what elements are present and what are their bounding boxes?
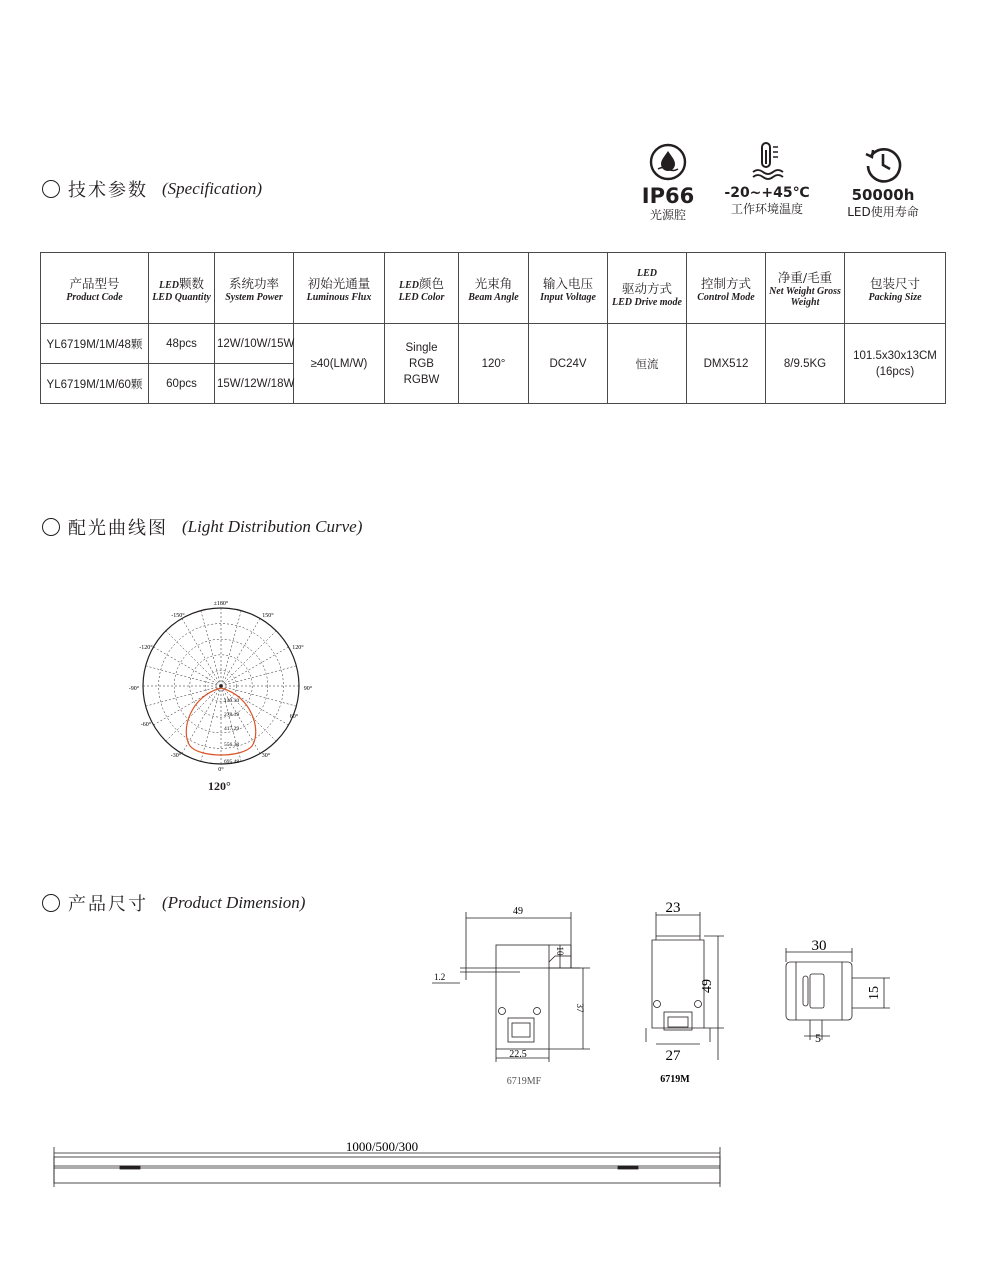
cell-led-color: Single RGB RGBW	[385, 324, 459, 404]
dim-mf-bottom: 22.5	[509, 1049, 527, 1060]
lifetime-caption: LED使用寿命	[847, 205, 919, 219]
polar-spoke	[201, 686, 221, 761]
dim-length: 1000/500/300	[345, 1139, 419, 1154]
angle-label: 120°	[292, 645, 304, 651]
polar-spoke	[221, 647, 289, 686]
ip-badge	[630, 142, 706, 223]
temperature-badge	[716, 140, 818, 217]
spec-table	[40, 252, 946, 404]
header-led-quantity: LED颗数 LED Quantity	[149, 253, 215, 324]
angle-label: -60°	[140, 722, 152, 728]
cell-weight: 8/9.5KG	[766, 324, 845, 404]
ip-value: IP66	[641, 184, 695, 208]
polar-spoke	[153, 647, 221, 686]
ring-label: 278.19	[224, 712, 240, 718]
polar-spoke	[201, 611, 221, 686]
dim-side-height: 15	[867, 986, 882, 1000]
curve-title-cn: 配光曲线图	[68, 518, 168, 539]
temperature-value: -20~+45℃	[724, 185, 810, 201]
polar-spoke	[221, 631, 276, 686]
table-header-row	[41, 253, 946, 324]
header-product-code: 产品型号 Product Code	[41, 253, 149, 324]
header-system-power: 系统功率 System Power	[215, 253, 294, 324]
header-beam-angle: 光束角 Beam Angle	[459, 253, 529, 324]
dim-mf-width: 49	[513, 906, 523, 917]
angle-label: 90°	[303, 686, 313, 692]
polar-grid	[140, 608, 299, 764]
ring-label: 695.48	[224, 759, 240, 765]
cell-luminous-flux: ≥40(LM/W)	[294, 324, 385, 404]
spec-section-title	[42, 176, 262, 202]
header-control-mode: 控制方式 Control Mode	[687, 253, 766, 324]
clock-icon	[863, 144, 903, 184]
ring-label: 139.10	[224, 698, 240, 704]
ring-label: 417.29	[224, 726, 240, 732]
beam-angle-label: 120°	[208, 779, 231, 793]
temperature-caption: 工作环境温度	[730, 202, 803, 216]
polar-spoke	[146, 666, 221, 686]
angle-label: -30°	[170, 753, 182, 759]
angle-label: 150°	[262, 613, 274, 619]
lifetime-value: 50000h	[851, 186, 915, 204]
cell-product-code: YL6719M/1M/48颗	[41, 324, 149, 364]
header-weight: 净重/毛重 Net Weight Gross Weight	[766, 253, 845, 324]
dimension-drawings	[420, 890, 900, 1100]
spec-title-cn: 技术参数	[68, 180, 148, 201]
dimension-title-cn: 产品尺寸	[68, 894, 148, 915]
dim-m-label: 6719M	[660, 1074, 690, 1085]
bullet-circle-icon	[42, 518, 60, 536]
cell-system-power: 12W/10W/15W	[215, 324, 294, 364]
dim-mf-height: 37	[575, 1003, 585, 1013]
thermometer-icon	[747, 140, 787, 182]
spec-title-en: (Specification)	[162, 179, 263, 198]
bullet-circle-icon	[42, 894, 60, 912]
dim-mf-top: 10	[555, 946, 565, 956]
table-row	[41, 324, 946, 364]
lifetime-badge	[833, 144, 933, 220]
header-drive-mode: LED 驱动方式 LED Drive mode	[608, 253, 687, 324]
cell-system-power: 15W/12W/18W	[215, 364, 294, 404]
dim-m-height: 49	[700, 979, 715, 993]
light-distribution-diagram	[120, 596, 320, 796]
polar-spoke	[221, 611, 241, 686]
header-luminous-flux: 初始光通量 Luminous Flux	[294, 253, 385, 324]
header-led-color: LED颜色 LED Color	[385, 253, 459, 324]
polar-spoke	[221, 666, 296, 686]
cell-led-quantity: 60pcs	[149, 364, 215, 404]
polar-spoke	[146, 686, 221, 706]
curve-section-title	[42, 514, 362, 540]
polar-spoke	[182, 618, 221, 686]
water-drop-icon	[648, 142, 688, 182]
cell-product-code: YL6719M/1M/60颗	[41, 364, 149, 404]
cell-control-mode: DMX512	[687, 324, 766, 404]
cell-led-quantity: 48pcs	[149, 324, 215, 364]
dim-side-slot: 5	[815, 1031, 821, 1045]
length-drawing	[40, 1135, 740, 1195]
dim-m-bottom: 27	[665, 1048, 681, 1064]
header-input-voltage: 输入电压 Input Voltage	[529, 253, 608, 324]
cell-drive-mode: 恒流	[608, 324, 687, 404]
dim-side-width: 30	[811, 938, 827, 954]
cell-beam-angle: 120°	[459, 324, 529, 404]
polar-spoke	[166, 631, 221, 686]
ring-label: 556.38	[224, 742, 240, 748]
dim-m-width: 23	[665, 900, 681, 916]
dim-mf-label: 6719MF	[506, 1076, 542, 1087]
angle-label: 60°	[289, 714, 299, 720]
angle-label: -120°	[139, 645, 153, 651]
angle-label: 30°	[261, 753, 271, 759]
polar-spoke	[166, 686, 221, 741]
angle-label: -150°	[171, 613, 185, 619]
ip-caption: 光源腔	[649, 208, 686, 222]
bullet-circle-icon	[42, 180, 60, 198]
dim-mf-lip: 1.2	[434, 972, 446, 982]
polar-spoke	[221, 618, 260, 686]
cell-input-voltage: DC24V	[529, 324, 608, 404]
angle-label: 0°	[218, 767, 224, 773]
dimension-title-en: (Product Dimension)	[162, 893, 306, 912]
angle-label: -90°	[128, 686, 140, 692]
cell-packing-size: 101.5x30x13CM (16pcs)	[845, 324, 946, 404]
curve-title-en: (Light Distribution Curve)	[182, 517, 363, 536]
header-packing-size: 包装尺寸 Packing Size	[845, 253, 946, 324]
dimension-section-title	[42, 890, 305, 916]
angle-label: ±180°	[213, 601, 229, 607]
